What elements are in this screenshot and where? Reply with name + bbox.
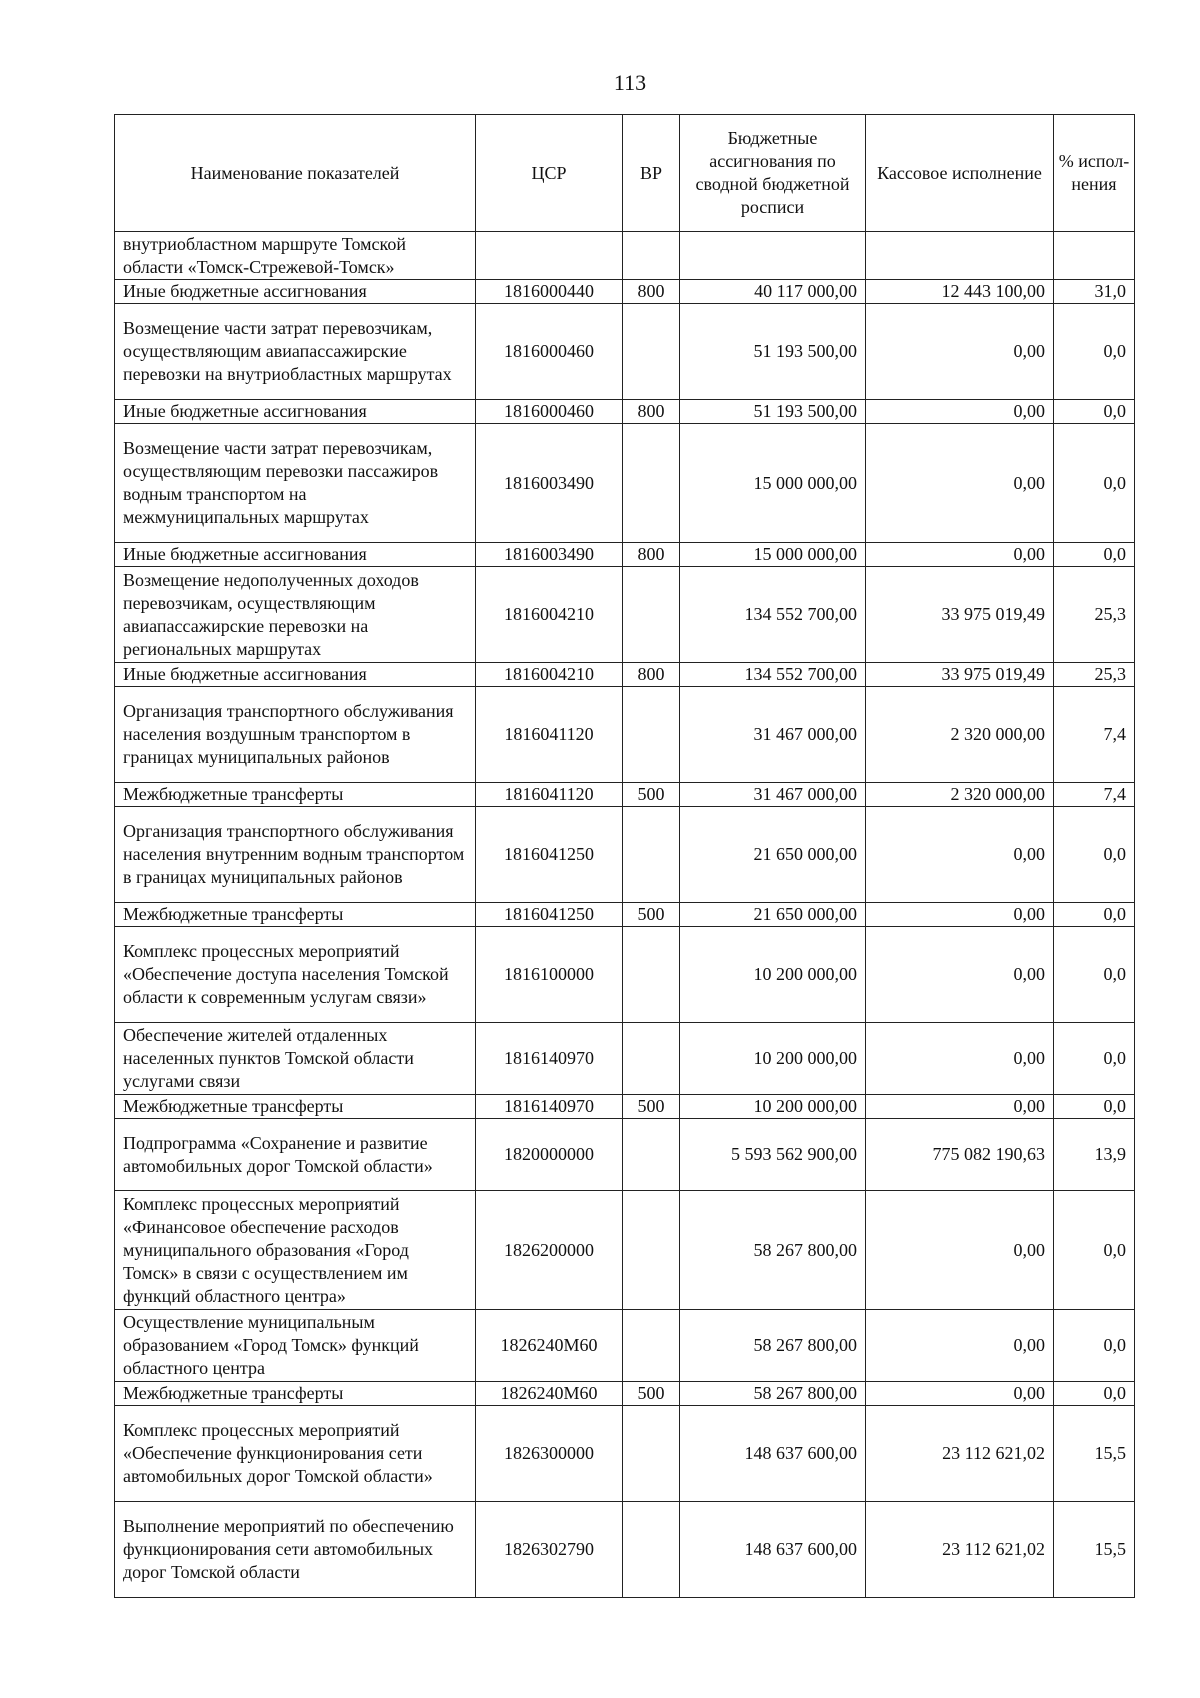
cell-csr: 1816140970 (476, 1095, 623, 1119)
cell-vr (623, 807, 680, 903)
table-row (115, 1191, 1135, 1310)
cell-name: Межбюджетные трансферты (115, 1095, 476, 1119)
cell-executed: 23 112 621,02 (866, 1502, 1054, 1598)
cell-name: Выполнение мероприятий по обеспечению функционирования сети автомобильных дорог Томской области (115, 1502, 476, 1598)
cell-executed: 2 320 000,00 (866, 687, 1054, 783)
table-body (115, 232, 1135, 1598)
cell-csr: 1816041250 (476, 807, 623, 903)
cell-name: Иные бюджетные ассигнования (115, 400, 476, 424)
cell-executed: 0,00 (866, 400, 1054, 424)
header-name: Наименование показателей (115, 115, 476, 232)
cell-vr: 800 (623, 400, 680, 424)
cell-csr: 1826240M60 (476, 1382, 623, 1406)
header-vr: ВР (623, 115, 680, 232)
cell-percent: 0,0 (1054, 927, 1135, 1023)
cell-assigned: 31 467 000,00 (680, 687, 866, 783)
table-row (115, 1310, 1135, 1382)
cell-vr (623, 424, 680, 543)
cell-csr: 1826300000 (476, 1406, 623, 1502)
table-row (115, 1406, 1135, 1502)
cell-name: Возмещение части затрат перевозчикам, осуществляющим авиапассажирские перевозки на внутриобластных маршрутах (115, 304, 476, 400)
cell-assigned: 31 467 000,00 (680, 783, 866, 807)
cell-executed: 0,00 (866, 1310, 1054, 1382)
cell-csr (476, 232, 623, 280)
table-row (115, 543, 1135, 567)
cell-name: Возмещение части затрат перевозчикам, осуществляющим перевозки пассажиров водным транспортом на межмуниципальных маршрутах (115, 424, 476, 543)
cell-assigned: 58 267 800,00 (680, 1382, 866, 1406)
table-header (115, 115, 1135, 232)
cell-assigned: 134 552 700,00 (680, 567, 866, 663)
cell-csr: 1816004210 (476, 663, 623, 687)
cell-executed: 0,00 (866, 1023, 1054, 1095)
cell-assigned: 58 267 800,00 (680, 1191, 866, 1310)
cell-vr (623, 1119, 680, 1191)
cell-name: Возмещение недополученных доходов перевозчикам, осуществляющим авиапассажирские перевозки на региональных маршрутах (115, 567, 476, 663)
cell-assigned: 21 650 000,00 (680, 903, 866, 927)
cell-percent: 0,0 (1054, 1191, 1135, 1310)
cell-csr: 1816000440 (476, 280, 623, 304)
cell-csr: 1820000000 (476, 1119, 623, 1191)
cell-executed: 0,00 (866, 1382, 1054, 1406)
cell-name: Межбюджетные трансферты (115, 1382, 476, 1406)
cell-csr: 1816100000 (476, 927, 623, 1023)
cell-name: Иные бюджетные ассигнования (115, 543, 476, 567)
cell-csr: 1826200000 (476, 1191, 623, 1310)
cell-vr (623, 232, 680, 280)
cell-assigned: 21 650 000,00 (680, 807, 866, 903)
cell-executed: 33 975 019,49 (866, 663, 1054, 687)
cell-vr: 500 (623, 1095, 680, 1119)
cell-executed: 0,00 (866, 543, 1054, 567)
cell-csr: 1816000460 (476, 304, 623, 400)
budget-table (114, 114, 1135, 1598)
cell-percent: 13,9 (1054, 1119, 1135, 1191)
header-csr: ЦСР (476, 115, 623, 232)
cell-percent: 0,0 (1054, 424, 1135, 543)
cell-vr (623, 927, 680, 1023)
table-row (115, 903, 1135, 927)
cell-percent: 7,4 (1054, 687, 1135, 783)
cell-csr: 1816004210 (476, 567, 623, 663)
cell-percent: 0,0 (1054, 1382, 1135, 1406)
cell-name: Межбюджетные трансферты (115, 783, 476, 807)
cell-assigned: 15 000 000,00 (680, 424, 866, 543)
cell-name: Подпрограмма «Сохранение и развитие автомобильных дорог Томской области» (115, 1119, 476, 1191)
cell-executed: 2 320 000,00 (866, 783, 1054, 807)
header-assigned: Бюджетные ассигнования по сводной бюджетной росписи (680, 115, 866, 232)
cell-percent: 15,5 (1054, 1502, 1135, 1598)
cell-name: Организация транспортного обслуживания населения внутренним водным транспортом в границах муниципальных районов (115, 807, 476, 903)
header-row (115, 115, 1135, 232)
cell-csr: 1816041120 (476, 783, 623, 807)
table-row (115, 807, 1135, 903)
cell-name: Комплекс процессных мероприятий «Обеспечение функционирования сети автомобильных дорог Томской области» (115, 1406, 476, 1502)
cell-csr: 1816003490 (476, 543, 623, 567)
cell-assigned: 40 117 000,00 (680, 280, 866, 304)
cell-assigned: 15 000 000,00 (680, 543, 866, 567)
cell-assigned: 10 200 000,00 (680, 927, 866, 1023)
cell-vr (623, 687, 680, 783)
cell-percent: 0,0 (1054, 1023, 1135, 1095)
table-row (115, 1023, 1135, 1095)
cell-csr: 1816140970 (476, 1023, 623, 1095)
cell-assigned: 51 193 500,00 (680, 304, 866, 400)
table-row (115, 783, 1135, 807)
header-executed: Кассовое исполнение (866, 115, 1054, 232)
table-row (115, 687, 1135, 783)
cell-vr (623, 304, 680, 400)
cell-name: внутриобластном маршруте Томской области «Томск-Стрежевой-Томск» (115, 232, 476, 280)
cell-vr: 500 (623, 903, 680, 927)
cell-executed: 0,00 (866, 807, 1054, 903)
cell-vr (623, 1310, 680, 1382)
cell-csr: 1826302790 (476, 1502, 623, 1598)
cell-csr: 1826240M60 (476, 1310, 623, 1382)
cell-assigned: 58 267 800,00 (680, 1310, 866, 1382)
cell-executed: 0,00 (866, 304, 1054, 400)
cell-vr: 500 (623, 783, 680, 807)
cell-percent: 0,0 (1054, 400, 1135, 424)
cell-assigned: 10 200 000,00 (680, 1095, 866, 1119)
table-row (115, 1119, 1135, 1191)
table-row (115, 1382, 1135, 1406)
cell-percent: 15,5 (1054, 1406, 1135, 1502)
cell-csr: 1816003490 (476, 424, 623, 543)
cell-assigned (680, 232, 866, 280)
cell-assigned: 5 593 562 900,00 (680, 1119, 866, 1191)
cell-executed: 0,00 (866, 927, 1054, 1023)
cell-executed: 0,00 (866, 1095, 1054, 1119)
cell-name: Обеспечение жителей отдаленных населенных пунктов Томской области услугами связи (115, 1023, 476, 1095)
cell-executed: 0,00 (866, 903, 1054, 927)
cell-vr (623, 1406, 680, 1502)
cell-percent: 0,0 (1054, 304, 1135, 400)
cell-executed: 12 443 100,00 (866, 280, 1054, 304)
cell-vr: 500 (623, 1382, 680, 1406)
cell-vr (623, 567, 680, 663)
table-row (115, 424, 1135, 543)
cell-csr: 1816041120 (476, 687, 623, 783)
cell-executed: 0,00 (866, 424, 1054, 543)
cell-csr: 1816041250 (476, 903, 623, 927)
cell-executed (866, 232, 1054, 280)
cell-percent: 0,0 (1054, 1310, 1135, 1382)
cell-name: Осуществление муниципальным образованием «Город Томск» функций областного центра (115, 1310, 476, 1382)
cell-csr: 1816000460 (476, 400, 623, 424)
table-row (115, 663, 1135, 687)
cell-vr: 800 (623, 280, 680, 304)
cell-name: Организация транспортного обслуживания населения воздушным транспортом в границах муниципальных районов (115, 687, 476, 783)
cell-percent: 0,0 (1054, 903, 1135, 927)
cell-name: Межбюджетные трансферты (115, 903, 476, 927)
table-row (115, 927, 1135, 1023)
cell-name: Иные бюджетные ассигнования (115, 280, 476, 304)
cell-executed: 33 975 019,49 (866, 567, 1054, 663)
cell-vr: 800 (623, 543, 680, 567)
cell-vr (623, 1191, 680, 1310)
cell-assigned: 51 193 500,00 (680, 400, 866, 424)
page-number: 113 (613, 70, 647, 95)
cell-assigned: 134 552 700,00 (680, 663, 866, 687)
table-row (115, 280, 1135, 304)
cell-executed: 0,00 (866, 1191, 1054, 1310)
cell-percent: 0,0 (1054, 1095, 1135, 1119)
cell-executed: 775 082 190,63 (866, 1119, 1054, 1191)
cell-percent: 25,3 (1054, 663, 1135, 687)
cell-assigned: 148 637 600,00 (680, 1406, 866, 1502)
table-row (115, 232, 1135, 280)
cell-name: Комплекс процессных мероприятий «Обеспечение доступа населения Томской области к современным услугам связи» (115, 927, 476, 1023)
cell-executed: 23 112 621,02 (866, 1406, 1054, 1502)
table-row (115, 304, 1135, 400)
header-percent: % испол-нения (1054, 115, 1135, 232)
table-row (115, 1502, 1135, 1598)
cell-name: Комплекс процессных мероприятий «Финансовое обеспечение расходов муниципального образования «Город Томск» в связи с осуществлением им функций областного центра» (115, 1191, 476, 1310)
table-row (115, 400, 1135, 424)
cell-percent: 0,0 (1054, 543, 1135, 567)
table-row (115, 567, 1135, 663)
cell-assigned: 148 637 600,00 (680, 1502, 866, 1598)
cell-percent: 0,0 (1054, 807, 1135, 903)
cell-percent (1054, 232, 1135, 280)
cell-vr: 800 (623, 663, 680, 687)
cell-percent: 7,4 (1054, 783, 1135, 807)
cell-name: Иные бюджетные ассигнования (115, 663, 476, 687)
cell-percent: 25,3 (1054, 567, 1135, 663)
cell-assigned: 10 200 000,00 (680, 1023, 866, 1095)
cell-vr (623, 1502, 680, 1598)
table-row (115, 1095, 1135, 1119)
cell-vr (623, 1023, 680, 1095)
cell-percent: 31,0 (1054, 280, 1135, 304)
